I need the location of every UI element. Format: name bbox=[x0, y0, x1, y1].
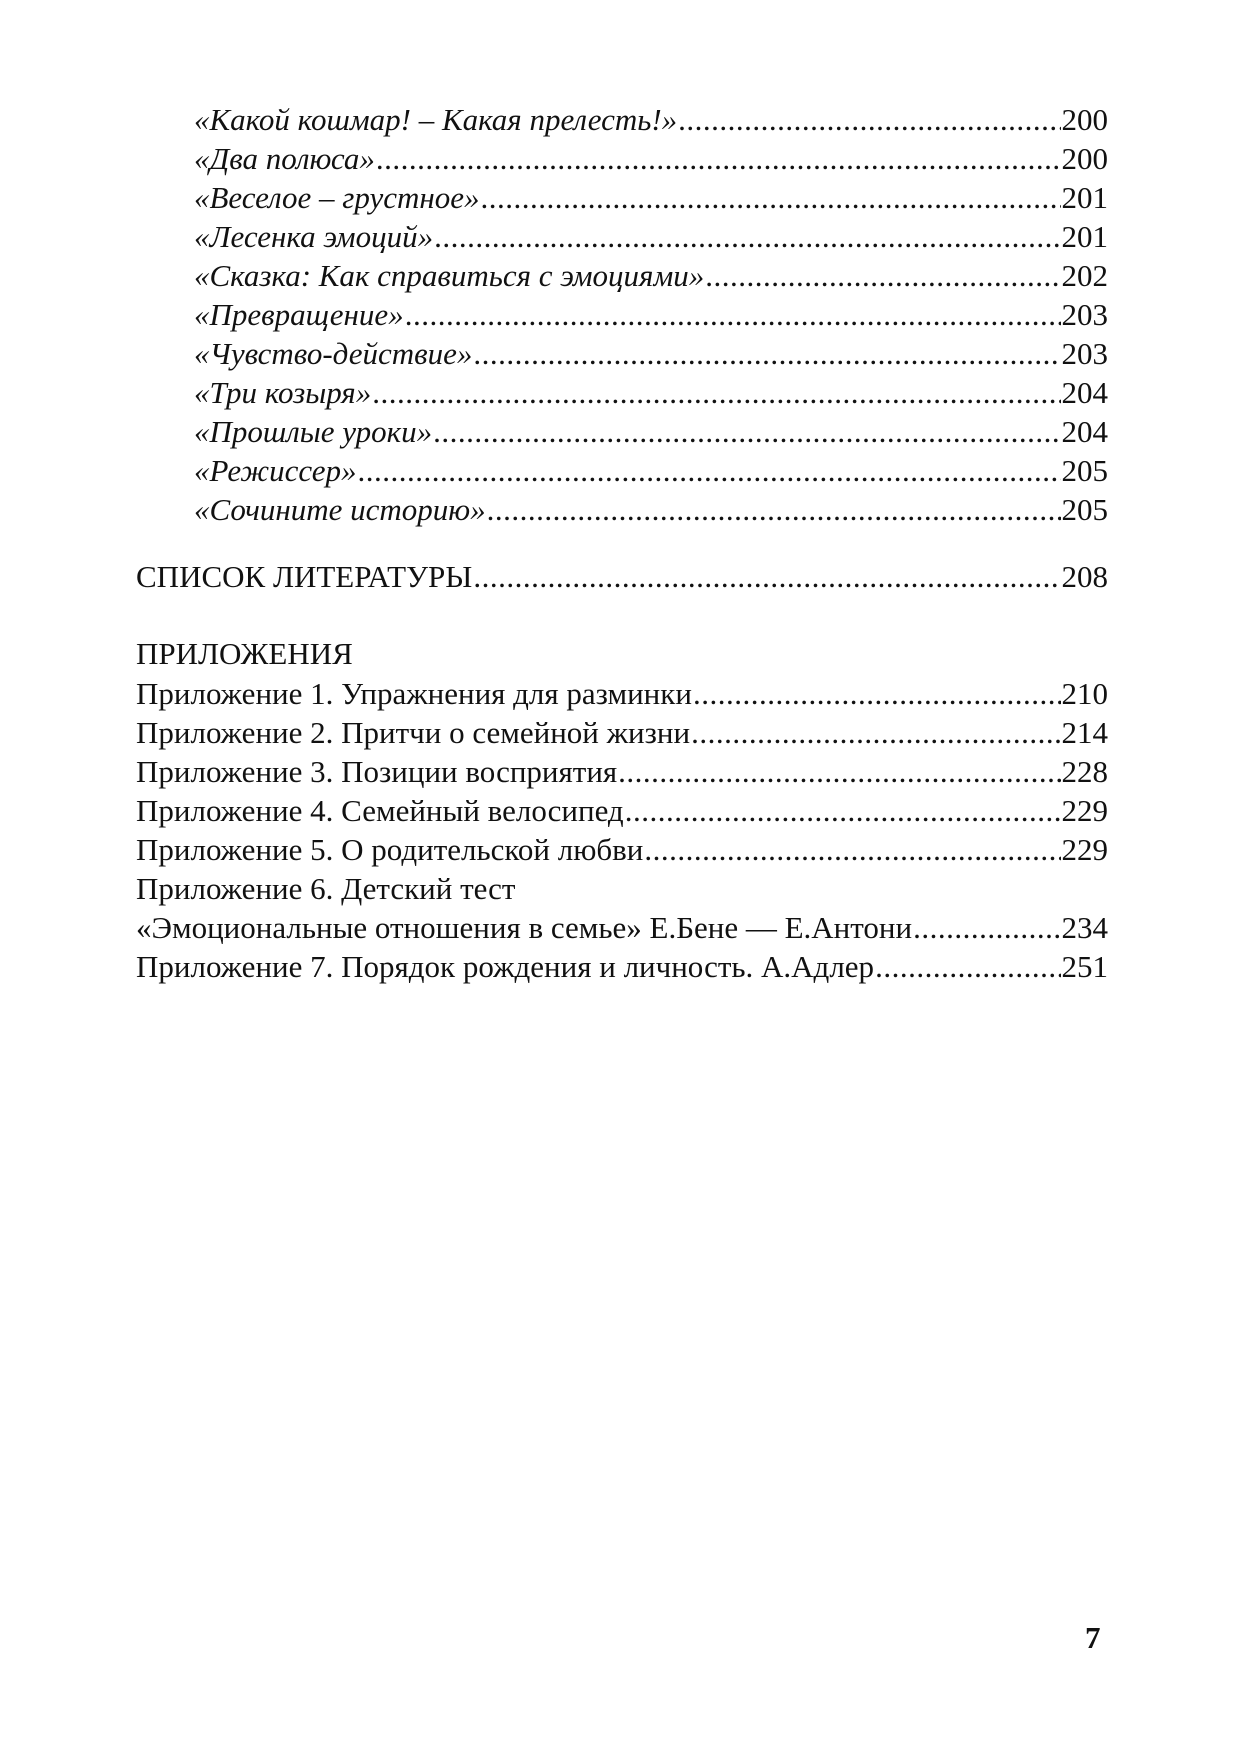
entry-page: 205 bbox=[1061, 492, 1108, 527]
toc-entry[interactable] bbox=[136, 139, 1108, 178]
dot-leader bbox=[358, 451, 1061, 490]
dot-leader bbox=[376, 139, 1061, 178]
toc-entry[interactable] bbox=[136, 412, 1108, 451]
entry-page: 208 bbox=[1061, 559, 1108, 594]
entry-title: «Сочините историю» bbox=[194, 492, 486, 527]
entry-page: 214 bbox=[1061, 715, 1108, 750]
toc-entry-appendix[interactable] bbox=[136, 947, 1108, 986]
dot-leader bbox=[691, 713, 1060, 752]
entry-page: 201 bbox=[1061, 219, 1108, 254]
dot-leader bbox=[473, 557, 1060, 596]
entry-title: Приложение 4. Семейный велосипед bbox=[136, 793, 624, 828]
entry-title: Приложение 5. О родительской любви bbox=[136, 832, 644, 867]
entry-title: Приложение 3. Позиции восприятия bbox=[136, 754, 618, 789]
entry-page: 203 bbox=[1061, 336, 1108, 371]
dot-leader bbox=[705, 256, 1060, 295]
spacer bbox=[136, 529, 1108, 557]
toc-entry[interactable] bbox=[136, 490, 1108, 529]
entry-title: Приложение 2. Притчи о семейной жизни bbox=[136, 715, 691, 750]
entry-page: 204 bbox=[1061, 375, 1108, 410]
table-of-contents bbox=[136, 100, 1108, 986]
toc-entry[interactable] bbox=[136, 373, 1108, 412]
entry-page: 229 bbox=[1061, 832, 1108, 867]
appendices-heading: ПРИЛОЖЕНИЯ bbox=[136, 636, 353, 671]
toc-entry-appendix[interactable] bbox=[136, 908, 1108, 947]
entry-title: Приложение 1. Упражнения для разминки bbox=[136, 676, 692, 711]
entry-page: 200 bbox=[1061, 141, 1108, 176]
dot-leader bbox=[625, 791, 1061, 830]
entry-page: 228 bbox=[1061, 754, 1108, 789]
dot-leader bbox=[405, 295, 1061, 334]
dot-leader bbox=[875, 947, 1060, 986]
entry-title: «Три козыря» bbox=[194, 375, 372, 410]
appendix6-title-line[interactable]: Приложение 6. Детский тест bbox=[136, 871, 516, 906]
entry-title: «Сказка: Как справиться с эмоциями» bbox=[194, 258, 705, 293]
entry-page: 210 bbox=[1061, 676, 1108, 711]
dot-leader bbox=[913, 908, 1060, 947]
entry-title: «Превращение» bbox=[194, 297, 404, 332]
entry-page: 234 bbox=[1061, 910, 1108, 945]
entry-page: 204 bbox=[1061, 414, 1108, 449]
toc-entry-appendix[interactable] bbox=[136, 830, 1108, 869]
entry-title: «Чувство-действие» bbox=[194, 336, 473, 371]
dot-leader bbox=[644, 830, 1060, 869]
entry-title: «Веселое – грустное» bbox=[194, 180, 480, 215]
entry-page: 205 bbox=[1061, 453, 1108, 488]
entry-page: 251 bbox=[1061, 949, 1108, 984]
dot-leader bbox=[693, 674, 1061, 713]
entry-title: «Лесенка эмоций» bbox=[194, 219, 434, 254]
page-number: 7 bbox=[1085, 1620, 1101, 1655]
entry-title: «Прошлые уроки» bbox=[194, 414, 433, 449]
dot-leader bbox=[473, 334, 1060, 373]
toc-entry-appendix[interactable] bbox=[136, 791, 1108, 830]
entry-title: «Два полюса» bbox=[194, 141, 375, 176]
toc-entry[interactable] bbox=[136, 100, 1108, 139]
spacer bbox=[136, 596, 1108, 634]
entry-page: 201 bbox=[1061, 180, 1108, 215]
dot-leader bbox=[618, 752, 1060, 791]
entry-page: 200 bbox=[1061, 102, 1108, 137]
entry-title: «Эмоциональные отношения в семье» Е.Бене — Е.Антони bbox=[136, 910, 913, 945]
dot-leader bbox=[678, 100, 1060, 139]
toc-entry[interactable] bbox=[136, 217, 1108, 256]
toc-entry-appendix[interactable] bbox=[136, 713, 1108, 752]
dot-leader bbox=[481, 178, 1061, 217]
toc-entry[interactable] bbox=[136, 256, 1108, 295]
entry-title: Приложение 7. Порядок рождения и личность. А.Адлер bbox=[136, 949, 875, 984]
toc-entry[interactable] bbox=[136, 334, 1108, 373]
entry-title: «Режиссер» bbox=[194, 453, 357, 488]
entry-title: СПИСОК ЛИТЕРАТУРЫ bbox=[136, 559, 473, 594]
dot-leader bbox=[433, 412, 1060, 451]
dot-leader bbox=[434, 217, 1060, 256]
dot-leader bbox=[372, 373, 1060, 412]
toc-entry-appendix[interactable] bbox=[136, 752, 1108, 791]
toc-entry-bibliography[interactable] bbox=[136, 557, 1108, 596]
toc-entry[interactable] bbox=[136, 451, 1108, 490]
dot-leader bbox=[487, 490, 1061, 529]
entry-title: «Какой кошмар! – Какая прелесть!» bbox=[194, 102, 678, 137]
toc-entry[interactable] bbox=[136, 178, 1108, 217]
toc-entry-appendix[interactable] bbox=[136, 674, 1108, 713]
entry-page: 229 bbox=[1061, 793, 1108, 828]
entry-page: 203 bbox=[1061, 297, 1108, 332]
entry-page: 202 bbox=[1061, 258, 1108, 293]
toc-entry[interactable] bbox=[136, 295, 1108, 334]
